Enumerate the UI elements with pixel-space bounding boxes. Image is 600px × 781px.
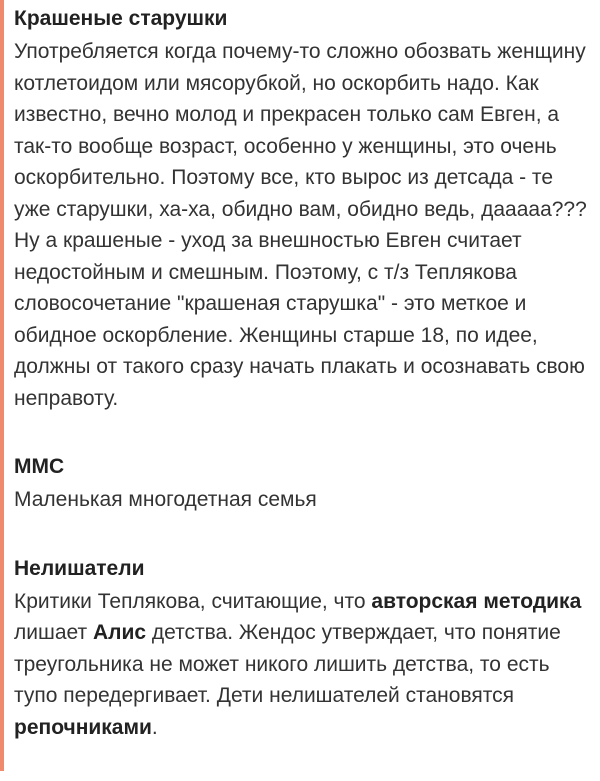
definition-text: детства. Жендос утверждает, что понятие треугольника не может никого лишить детства, то есть тупо передергивает. Дети нелишателей становятся [14, 621, 561, 707]
definition-text: лишает [14, 621, 93, 644]
bold-term-link[interactable]: Алис [92, 621, 147, 644]
glossary-entry-krashenye-starushki [14, 4, 592, 414]
bold-term-link[interactable]: репочниками [14, 715, 152, 739]
glossary-content [14, 4, 592, 781]
glossary-definition: Маленькая многодетная семья [14, 488, 317, 511]
glossary-term: ММС [14, 455, 65, 478]
glossary-term: Крашеные старушки [14, 7, 228, 30]
glossary-entry-mms [14, 452, 592, 516]
definition-text: . [151, 715, 158, 739]
accent-bar [0, 0, 4, 771]
bold-term-link[interactable]: авторская методика [371, 589, 582, 613]
glossary-definition: Употребляется когда почему-то сложно обозвать женщину котлетоидом или мясорубкой, но оскорбить надо. Как известно, вечно молод и прекрасен только сам Евген, а так-то вообще возраст, особенно у женщины, это очень оскорбительно. Поэтому все, кто вырос из детсада - те уже старушки, ха-ха, обидно вам, обидно ведь, дааааа??? Ну а крашеные - уход за внешностью Евген считает недостойным и смешным. Поэтому, с т/з Теплякова словосочетание "крашеная старушка" - это меткое и обидное оскорбление. Женщины старше 18, по идее, должны от такого сразу начать плакать и осознавать свою неправоту. [14, 40, 587, 410]
definition-text: Критики Теплякова, считающие, что [14, 589, 372, 613]
glossary-term: Нелишатели [14, 556, 145, 580]
glossary-entry-nelishateli [14, 554, 592, 744]
glossary-definition [14, 586, 592, 744]
